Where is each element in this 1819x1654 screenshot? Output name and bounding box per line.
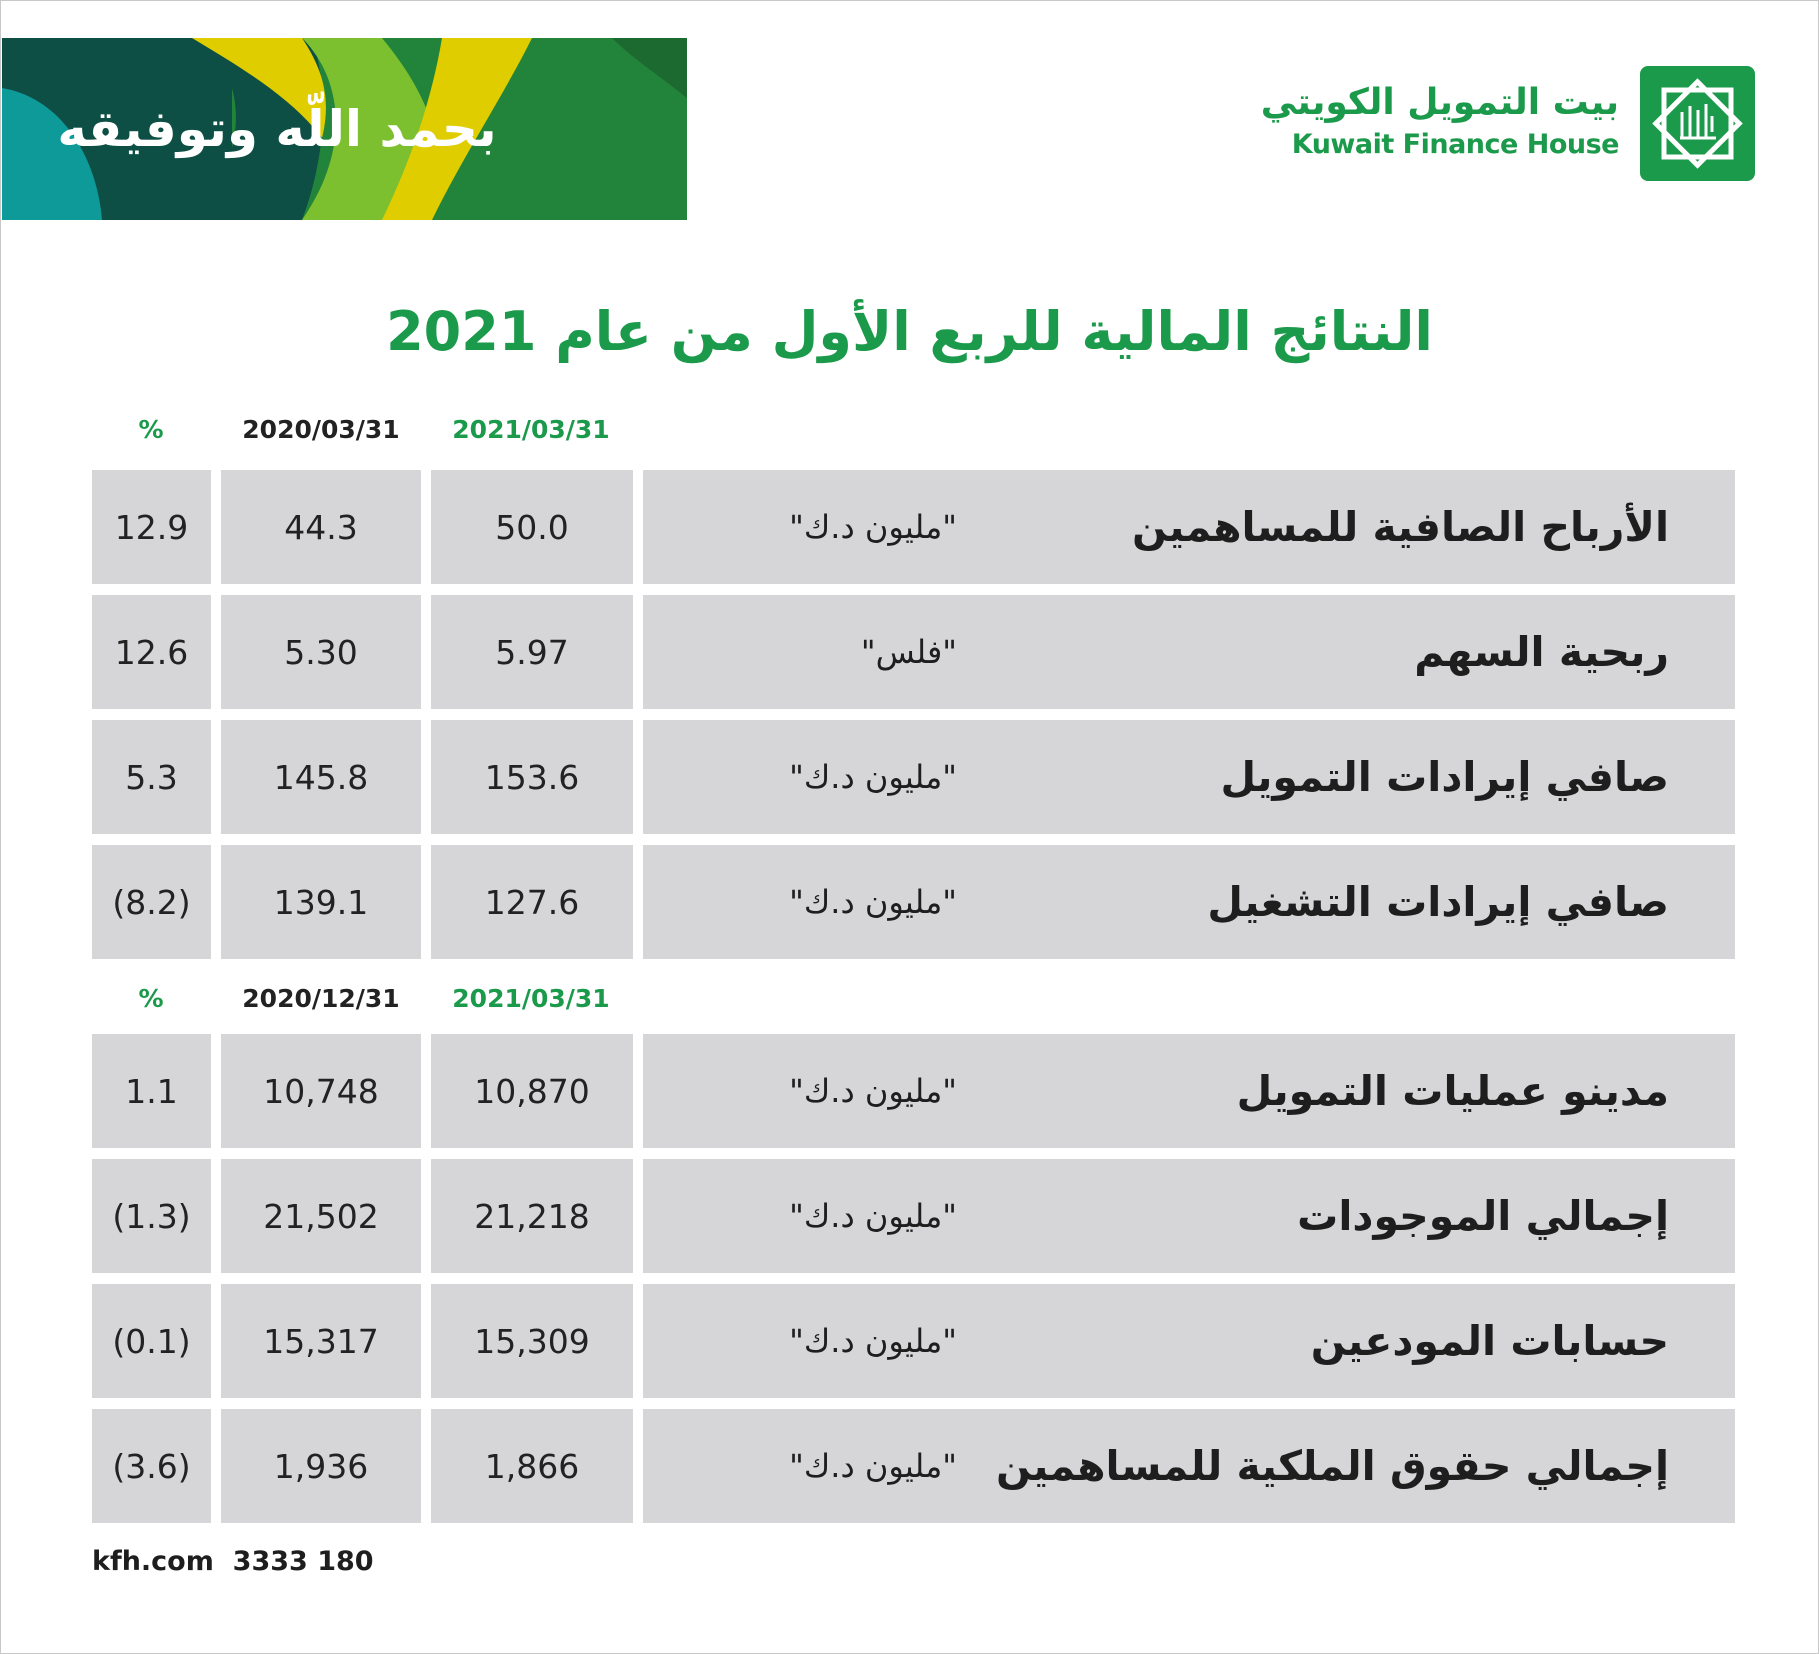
- page-title: النتائج المالية للربع الأول من عام 2021: [386, 300, 1433, 363]
- banner: [2, 38, 687, 220]
- logo-text: [1261, 78, 1619, 162]
- col-header-previous: 2020/12/31: [242, 984, 400, 1013]
- col-header-current: 2021/03/31: [452, 984, 610, 1013]
- row-unit: "مليون د.ك": [789, 758, 957, 796]
- value-current: 153.6: [431, 720, 633, 834]
- value-current: 50.0: [431, 470, 633, 584]
- row-label-cell: [643, 845, 1735, 959]
- row-label: صافي إيرادات التشغيل: [1207, 878, 1669, 926]
- row-label-cell: [643, 720, 1735, 834]
- value-percent: (0.1): [92, 1284, 211, 1398]
- value-current: 21,218: [431, 1159, 633, 1273]
- value-previous: 1,936: [221, 1409, 421, 1523]
- row-unit: "مليون د.ك": [789, 883, 957, 921]
- row-label-cell: [643, 470, 1735, 584]
- value-percent: 12.6: [92, 595, 211, 709]
- value-current: 15,309: [431, 1284, 633, 1398]
- banner-text: بحمد اللّه وتوفيقه: [57, 100, 497, 158]
- kfh-logo-icon: [1640, 66, 1755, 181]
- value-percent: (1.3): [92, 1159, 211, 1273]
- row-label: الأرباح الصافية للمساهمين: [1131, 503, 1669, 551]
- value-current: 10,870: [431, 1034, 633, 1148]
- value-percent: 12.9: [92, 470, 211, 584]
- value-current: 127.6: [431, 845, 633, 959]
- col-header-current: 2021/03/31: [452, 415, 610, 444]
- col-header-previous: 2020/03/31: [242, 415, 400, 444]
- value-current: 1,866: [431, 1409, 633, 1523]
- value-previous: 139.1: [221, 845, 421, 959]
- row-unit: "مليون د.ك": [789, 1072, 957, 1110]
- row-unit: "مليون د.ك": [789, 508, 957, 546]
- value-percent: 1.1: [92, 1034, 211, 1148]
- row-label: حسابات المودعين: [1310, 1317, 1669, 1365]
- value-previous: 145.8: [221, 720, 421, 834]
- row-label-cell: [643, 1409, 1735, 1523]
- value-previous: 44.3: [221, 470, 421, 584]
- row-label: إجمالي الموجودات: [1297, 1192, 1669, 1240]
- value-previous: 5.30: [221, 595, 421, 709]
- row-label-cell: [643, 595, 1735, 709]
- row-unit: "مليون د.ك": [789, 1447, 957, 1485]
- value-previous: 10,748: [221, 1034, 421, 1148]
- row-label: إجمالي حقوق الملكية للمساهمين: [996, 1442, 1669, 1490]
- logo-english-name: Kuwait Finance House: [1291, 129, 1619, 160]
- value-current: 5.97: [431, 595, 633, 709]
- row-label-cell: [643, 1159, 1735, 1273]
- row-label: مدينو عمليات التمويل: [1236, 1067, 1669, 1115]
- row-unit: "فلس": [860, 633, 957, 671]
- value-previous: 15,317: [221, 1284, 421, 1398]
- row-unit: "مليون د.ك": [789, 1197, 957, 1235]
- col-header-percent: %: [138, 984, 164, 1013]
- row-label: ربحية السهم: [1414, 628, 1669, 676]
- value-percent: 5.3: [92, 720, 211, 834]
- row-label-cell: [643, 1034, 1735, 1148]
- value-previous: 21,502: [221, 1159, 421, 1273]
- row-label: صافي إيرادات التمويل: [1220, 753, 1669, 801]
- logo-arabic-name: بيت التمويل الكويتي: [1260, 82, 1619, 123]
- value-percent: (3.6): [92, 1409, 211, 1523]
- footer-contact: kfh.com 3333 180: [92, 1546, 374, 1577]
- value-percent: (8.2): [92, 845, 211, 959]
- col-header-percent: %: [138, 415, 164, 444]
- row-label-cell: [643, 1284, 1735, 1398]
- row-unit: "مليون د.ك": [789, 1322, 957, 1360]
